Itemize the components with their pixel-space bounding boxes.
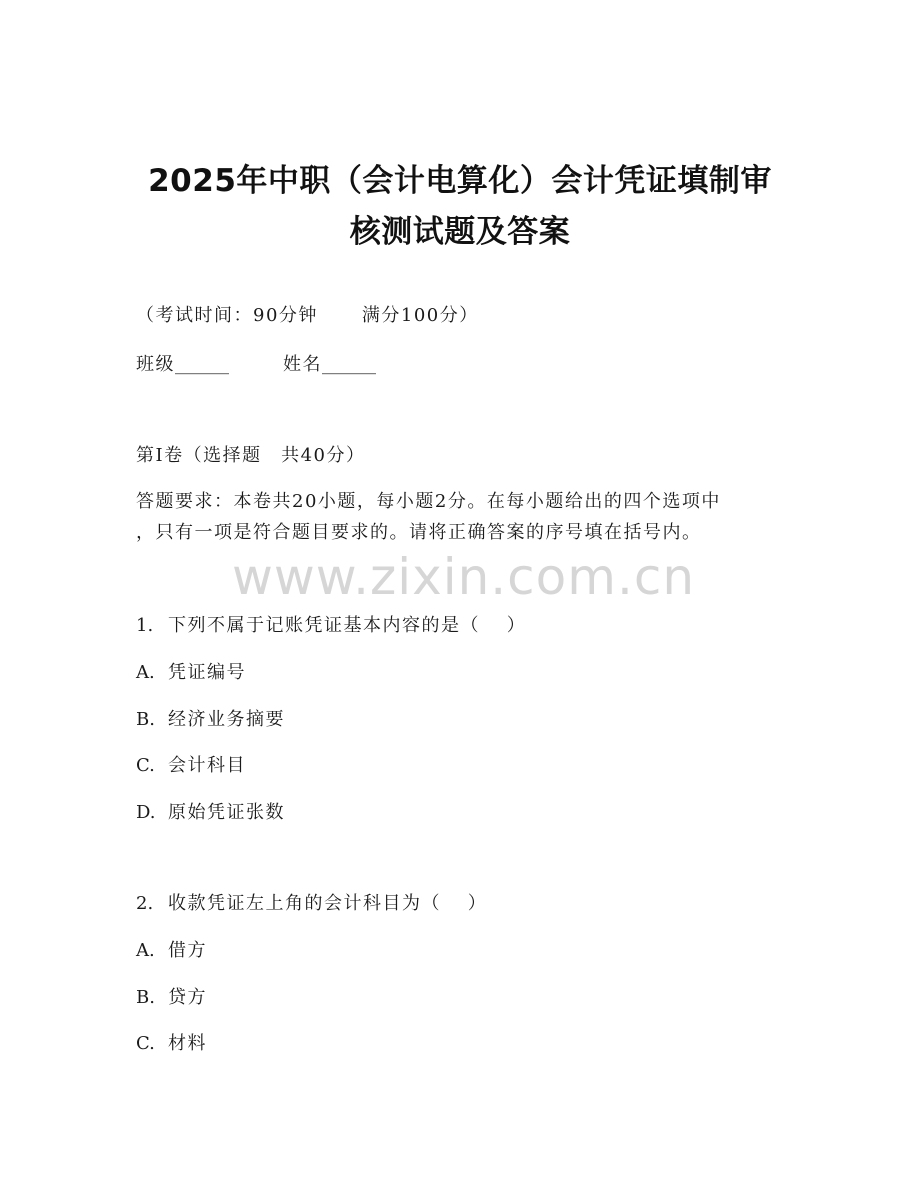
class-blank: ______	[175, 354, 229, 375]
option-label: A.	[136, 940, 155, 961]
option-text: 材料	[168, 1033, 207, 1054]
question-text: 收款凭证左上角的会计科目为（ ）	[168, 893, 488, 914]
instruction-line-1: 答题要求：本卷共20小题，每小题2分。在每小题给出的四个选项中	[136, 491, 721, 512]
option-label: B.	[136, 709, 155, 730]
question-2-stem	[136, 889, 487, 915]
question-2-option-a	[136, 936, 207, 962]
option-text: 原始凭证张数	[168, 802, 285, 823]
name-label: 姓名	[283, 354, 322, 375]
question-1-option-b	[136, 705, 285, 731]
question-1-option-d	[136, 798, 285, 824]
option-label: C.	[136, 755, 155, 776]
question-2-option-c	[136, 1029, 207, 1055]
full-score: 满分100分）	[361, 305, 479, 326]
watermark: www.zixin.com.cn	[232, 548, 696, 606]
question-1-option-a	[136, 658, 246, 684]
option-text: 经济业务摘要	[168, 709, 285, 730]
question-2-option-b	[136, 983, 207, 1009]
option-text: 贷方	[168, 987, 207, 1008]
exam-time: （考试时间：90分钟	[136, 305, 318, 326]
option-label: D.	[136, 802, 156, 823]
option-text: 会计科目	[168, 755, 246, 776]
question-1-stem	[136, 611, 526, 637]
option-label: A.	[136, 662, 155, 683]
question-text: 下列不属于记账凭证基本内容的是（ ）	[168, 615, 527, 636]
question-number: 1.	[136, 615, 154, 636]
section-title: 第I卷（选择题 共40分）	[136, 445, 366, 466]
document-title-line-2: 核测试题及答案	[349, 214, 571, 250]
option-text: 借方	[168, 940, 207, 961]
instruction-line-2: ，只有一项是符合题目要求的。请将正确答案的序号填在括号内。	[136, 522, 702, 543]
option-label: B.	[136, 987, 155, 1008]
question-1-option-c	[136, 751, 246, 777]
option-text: 凭证编号	[168, 662, 246, 683]
exam-info	[136, 301, 479, 327]
student-info	[136, 350, 376, 376]
class-label: 班级	[136, 354, 175, 375]
name-blank: ______	[322, 354, 376, 375]
option-label: C.	[136, 1033, 155, 1054]
document-title-line-1: 2025年中职（会计电算化）会计凭证填制审	[148, 163, 772, 199]
question-number: 2.	[136, 893, 154, 914]
